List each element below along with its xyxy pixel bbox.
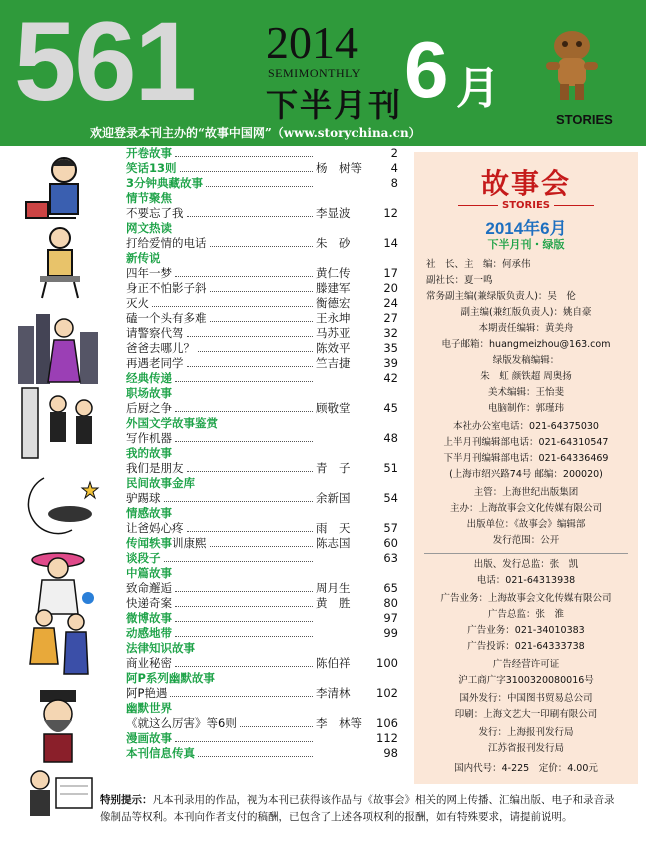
toc-page: 99 [383, 626, 398, 640]
toc-page: 27 [383, 311, 398, 325]
toc-title: 驴踢球 [126, 491, 161, 505]
toc-title: 阿P系列幽默故事 [126, 671, 215, 685]
toc-row[interactable] [126, 596, 398, 611]
toc-page: 20 [383, 281, 398, 295]
issue-year: 2014 [266, 17, 358, 68]
toc-row[interactable] [126, 311, 398, 326]
colophon-line: 发行：上海报刊发行局 [478, 727, 574, 738]
toc-page: 112 [376, 731, 398, 745]
toc-author: 雨 天 [316, 521, 351, 535]
toc-page: 12 [383, 206, 398, 220]
colophon-line: 副社长：夏一鸣 [426, 275, 493, 286]
toc-page: 2 [390, 146, 398, 160]
toc-title: 民间故事金库 [126, 476, 195, 490]
email-line: 电子邮箱：huangmeizhou@163.com [441, 339, 611, 350]
toc-page: 98 [383, 746, 398, 760]
colophon-line: 江苏省报刊发行局 [487, 743, 564, 754]
toc-author: 李显波 [316, 206, 351, 220]
toc-author: 黄 胜 [316, 596, 351, 610]
phone-line: 本社办公室电话：021-64375030 [453, 421, 599, 432]
edition-label: 下半月刊・绿版 [487, 238, 565, 251]
toc-row[interactable] [126, 746, 398, 761]
colophon-line: 广告总监：张 淮 [487, 609, 564, 620]
pottery-figure-logo-icon [532, 26, 612, 108]
colophon-line: 主办：上海故事会文化传媒有限公司 [449, 503, 602, 514]
magazine-title: 故事会 [480, 167, 571, 200]
toc-title: 开卷故事 [126, 146, 172, 160]
toc-author: 陈志国 [316, 536, 351, 550]
colophon-line: 发行范围：公开 [492, 535, 560, 546]
toc-section-header [126, 416, 398, 431]
toc-author: 陈伯祥 [316, 656, 351, 670]
people-group-illustration-icon [14, 604, 104, 684]
toc-title: 幽默世界 [126, 701, 172, 715]
toc-page: 24 [383, 296, 398, 310]
toc-title: 身正不怕影子斜 [126, 281, 207, 295]
month-number: 6 [404, 25, 449, 114]
colophon-divider [424, 553, 628, 554]
toc-page: 45 [383, 401, 398, 415]
toc-author: 马苏亚 [316, 326, 351, 340]
man-scroll-illustration-icon [14, 752, 104, 832]
toc-title: 网文热读 [126, 221, 172, 235]
toc-author: 衡德宏 [316, 296, 351, 310]
toc-row[interactable] [126, 686, 398, 701]
toc-row[interactable] [126, 341, 398, 356]
man-reading-illustration-icon [14, 222, 104, 302]
toc-section-header [126, 386, 398, 401]
toc-row[interactable] [126, 356, 398, 371]
toc-row[interactable] [126, 146, 398, 161]
colophon-line: 广告投诉：021-64333738 [467, 641, 585, 652]
toc-author: 余新国 [316, 491, 351, 505]
toc-title: 情节聚焦 [126, 191, 172, 205]
toc-author: 陈效平 [316, 341, 351, 355]
toc-row[interactable] [126, 206, 398, 221]
moon-sleeper-illustration-icon [14, 468, 104, 548]
toc-section-header [126, 191, 398, 206]
toc-title: 爸爸去哪儿？ [126, 341, 195, 355]
toc-page: 4 [390, 161, 398, 175]
colophon-line: 出版、发行总监：张 凯 [473, 559, 579, 570]
colophon-line: 印刷：上海文艺大一印刷有限公司 [454, 709, 598, 720]
toc-title: 四年一梦 [126, 266, 172, 280]
toc-title: 中篇故事 [126, 566, 172, 580]
colophon-line: 广告经营许可证 [492, 659, 560, 670]
toc-author: 杨 树等 [316, 161, 362, 175]
colophon-box [414, 152, 638, 784]
city-woman-illustration-icon [14, 306, 104, 386]
toc-page: 17 [383, 266, 398, 280]
toc-author: 竺吉捷 [316, 356, 351, 370]
toc-title: 本刊信息传真 [126, 746, 195, 760]
toc-title: 漫画故事 [126, 731, 172, 745]
toc-title: 谈段子 [126, 551, 161, 565]
semimonthly-label: SEMIMONTHLY [268, 66, 361, 80]
stories-text: STORIES [502, 200, 550, 211]
toc-page: 8 [390, 176, 398, 190]
man-with-phone-illustration-icon [14, 152, 104, 232]
toc-row[interactable] [126, 236, 398, 251]
notice-text: 凡本刊录用的作品，视为本刊已获得该作品与《故事会》相关的网上传播、汇编出版、电子和录音录像制品等权利。本刊向作者支付的稿酬，已包含了上述各项权利的报酬，如有特殊要求，请提前说明。 [100, 794, 615, 823]
toc-page: 14 [383, 236, 398, 250]
month-char: 月 [456, 63, 500, 114]
toc-title: 新传说 [126, 251, 161, 265]
toc-title: 《就这么厉害》等6则 [126, 716, 237, 730]
toc-author: 李 林等 [316, 716, 362, 730]
toc-row[interactable] [126, 581, 398, 596]
toc-author: 顾敬堂 [316, 401, 351, 415]
toc-section-header [126, 641, 398, 656]
toc-page: 80 [383, 596, 398, 610]
toc-title: 让爸妈心疼 [126, 521, 184, 535]
toc-row[interactable] [126, 326, 398, 341]
toc-author: 朱 砂 [316, 236, 351, 250]
special-notice [100, 792, 620, 826]
half-month-title: 下半月刊 [266, 86, 403, 124]
toc-row[interactable] [126, 626, 398, 641]
toc-section-header [126, 251, 398, 266]
colophon-line: 广告业务：上海故事会文化传媒有限公司 [440, 593, 612, 604]
toc-page: 65 [383, 581, 398, 595]
toc-title: 我们是朋友 [126, 461, 184, 475]
toc-row[interactable] [126, 281, 398, 296]
toc-title: 法律知识故事 [126, 641, 195, 655]
colophon-line: 电话：021-64313938 [476, 575, 576, 586]
toc-section-header [126, 476, 398, 491]
illustration-column [0, 146, 120, 784]
toc-section-header [126, 506, 398, 521]
toc-page: 48 [383, 431, 398, 445]
toc-page: 57 [383, 521, 398, 535]
toc-row[interactable] [126, 716, 398, 731]
toc-page: 106 [376, 716, 398, 730]
toc-row[interactable] [126, 611, 398, 626]
toc-title: 笑话13则 [126, 161, 177, 175]
colophon-line: 副主编(兼红版负责人)：姚自豪 [460, 307, 592, 318]
toc-page: 54 [383, 491, 398, 505]
toc-title: 致命邂逅 [126, 581, 172, 595]
price-line: 国内代号：4-225 定价：4.00元 [454, 763, 598, 774]
toc-title: 灭火 [126, 296, 149, 310]
toc-author: 王永坤 [316, 311, 351, 325]
toc-section-header [126, 671, 398, 686]
gentlemen-illustration-icon [14, 382, 104, 462]
colophon-line: 朱 虹 颜铁超 周奥扬 [480, 371, 572, 382]
toc-section-inline: 传闻轶事 [126, 536, 172, 550]
toc-title: 经典传递 [126, 371, 172, 385]
toc-title: 写作机器 [126, 431, 172, 445]
toc-row[interactable] [126, 401, 398, 416]
stories-subtitle [414, 200, 638, 211]
toc-title: 我的故事 [126, 446, 172, 460]
toc-section-header [126, 566, 398, 581]
toc-row[interactable] [126, 161, 398, 176]
toc-title: 磕一个头有多难 [126, 311, 207, 325]
toc-row[interactable] [126, 656, 398, 671]
toc-page: 32 [383, 326, 398, 340]
toc-section-header [126, 446, 398, 461]
toc-row[interactable] [126, 551, 398, 566]
toc-title: 职场故事 [126, 386, 172, 400]
toc-row[interactable] [126, 461, 398, 476]
toc-page: 39 [383, 356, 398, 370]
issue-date: 2014年6月 [485, 219, 567, 238]
toc-author: 青 子 [316, 461, 351, 475]
colophon-line: 电脑制作：郭瑾玮 [487, 403, 564, 414]
toc-page: 60 [383, 536, 398, 550]
issue-number: 561 [14, 0, 195, 124]
toc-row[interactable] [126, 371, 398, 386]
colophon-line: 本期责任编辑：黄美舟 [478, 323, 574, 334]
toc-title: 外国文学故事鉴赏 [126, 416, 218, 430]
colophon-line: 美术编辑：王怡斐 [487, 387, 564, 398]
toc-title: 3分钟典藏故事 [126, 176, 204, 190]
toc-title: 请警察代驾 [126, 326, 184, 340]
colophon-line: 沪工商广字3100320080016号 [458, 675, 594, 686]
toc-title: 不要忘了我 [126, 206, 184, 220]
toc-author: 滕建军 [316, 281, 351, 295]
toc-title: 阿P艳遇 [126, 686, 168, 700]
colophon-line: 常务副主编(兼绿版负责人)：吴 伦 [426, 291, 576, 302]
colophon-line: 国外发行：中国图书贸易总公司 [459, 693, 593, 704]
stories-label: STORIES [556, 112, 613, 127]
colophon-line: 出版单位：《故事会》编辑部 [466, 519, 586, 530]
toc-page: 35 [383, 341, 398, 355]
toc-page: 51 [383, 461, 398, 475]
masthead [0, 0, 646, 146]
phone-line: 上半月刊编辑部电话：021-64310547 [443, 437, 609, 448]
toc-row[interactable] [126, 521, 398, 536]
toc-row[interactable] [126, 536, 398, 551]
toc-title: 微博故事 [126, 611, 172, 625]
toc-row[interactable] [126, 296, 398, 311]
toc-row[interactable] [126, 266, 398, 281]
toc-row[interactable] [126, 731, 398, 746]
address-line: (上海市绍兴路74号 邮编：200020) [449, 469, 603, 480]
toc-section-header [126, 701, 398, 716]
toc-page: 63 [383, 551, 398, 565]
toc-page: 97 [383, 611, 398, 625]
toc-page: 100 [376, 656, 398, 670]
phone-line: 下半月刊编辑部电话：021-64336469 [443, 453, 609, 464]
toc-page: 42 [383, 371, 398, 385]
toc-title: 情感故事 [126, 506, 172, 520]
notice-label: 特别提示： [100, 794, 153, 806]
toc-author: 周月生 [316, 581, 351, 595]
toc-title: 快递奇案 [126, 596, 172, 610]
colophon-line: 绿版发稿编辑： [492, 355, 560, 366]
toc-row[interactable] [126, 491, 398, 506]
toc-title: 后厨之争 [126, 401, 172, 415]
toc-row[interactable] [126, 431, 398, 446]
toc-author: 李清林 [316, 686, 351, 700]
website-tagline: 欢迎登录本刊主办的“故事中国网”（www.storychina.cn） [90, 126, 421, 140]
toc-page: 102 [376, 686, 398, 700]
colophon-line: 社 长、主 编：何承伟 [426, 259, 531, 270]
toc-title: 动感地带 [126, 626, 172, 640]
toc-title: 训康熙 [172, 536, 207, 550]
toc-title: 商业秘密 [126, 656, 172, 670]
toc-section-header [126, 221, 398, 236]
toc-row[interactable] [126, 176, 398, 191]
colophon-line: 广告业务：021-34010383 [467, 625, 585, 636]
toc-title: 打给爱情的电话 [126, 236, 207, 250]
toc-author: 黄仁传 [316, 266, 351, 280]
toc-title: 再遇老同学 [126, 356, 184, 370]
colophon-line: 主管：上海世纪出版集团 [473, 487, 579, 498]
